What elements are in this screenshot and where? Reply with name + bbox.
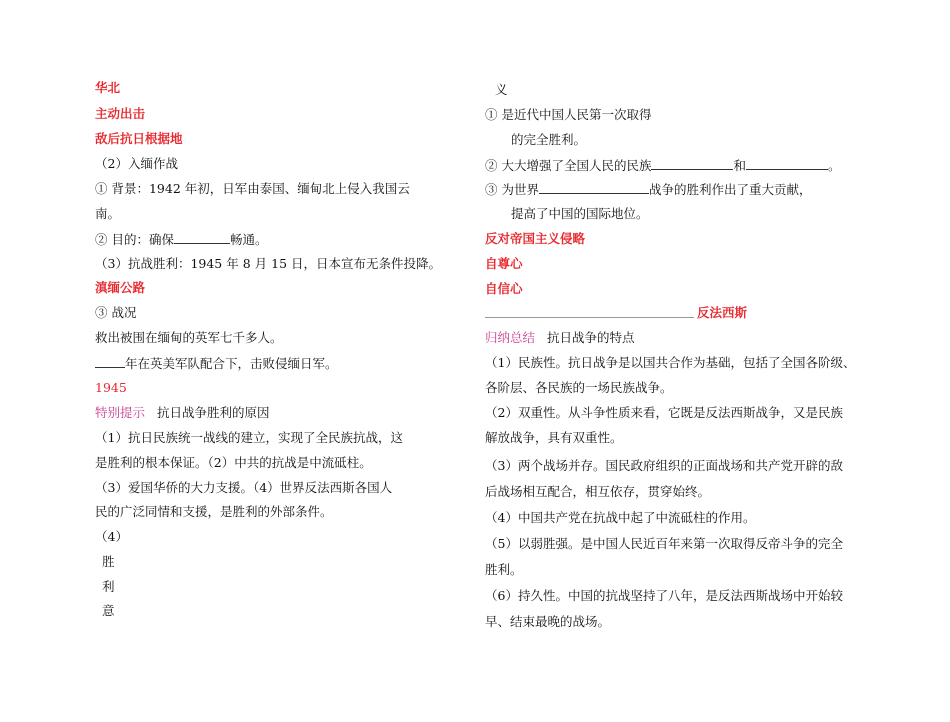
- burma-background-line1: ① 背景：1942 年初，日军由泰国、缅甸北上侵入我国云: [95, 181, 410, 196]
- feature1-line2: 各阶层、各民族的一场民族战争。: [485, 380, 673, 395]
- feature2-line2: 解放战争，具有双重性。: [485, 430, 623, 445]
- feature3-line1: （3）两个战场并存。国民政府组织的正面战场和共产党开辟的敌: [485, 458, 843, 473]
- feature1-line1: （1）民族性。抗日战争是以国共合作为基础，包括了全国各阶级、: [485, 355, 856, 370]
- fill-blank[interactable]: [539, 181, 649, 194]
- meaning3-prefix: ③ 为世界: [485, 182, 539, 197]
- section-burma-title: （2）入缅作战: [95, 156, 178, 171]
- burma-purpose: [95, 231, 268, 248]
- summary-heading: [485, 330, 635, 346]
- answer-self-confidence: 自信心: [485, 281, 523, 296]
- rescue-line: 救出被围在缅甸的英军七千多人。: [95, 330, 283, 345]
- vertical-char-yi: 意: [102, 603, 115, 618]
- vertical-char-yi2: 义: [495, 82, 508, 97]
- fill-blank[interactable]: [651, 157, 733, 170]
- answer-anti-imperialism: 反对帝国主义侵略: [485, 231, 586, 246]
- fill-blank[interactable]: [95, 355, 125, 368]
- meaning2-prefix: ② 大大增强了全国人民的民族: [485, 158, 652, 173]
- feature5-line1: （5）以弱胜强。是中国人民近百年来第一次取得反帝斗争的完全: [485, 536, 843, 551]
- year-line: [95, 355, 338, 372]
- meaning2-suffix: 。: [828, 158, 841, 173]
- victory-line: （3）抗战胜利：1945 年 8 月 15 日，日本宣布无条件投降。: [95, 256, 441, 271]
- answer-anti-fascist: 反法西斯: [697, 305, 748, 320]
- year-line-text: 年在英美军队配合下，击败侵缅日军。: [125, 356, 338, 371]
- answer-active-attack: 主动出击: [95, 106, 146, 121]
- tip-text: 抗日战争胜利的原因: [157, 405, 270, 420]
- vertical-char-sheng: 胜: [102, 554, 115, 569]
- significance-number: （4）: [95, 529, 128, 544]
- feature2-line1: （2）双重性。从斗争性质来看，它既是反法西斯战争，又是民族: [485, 405, 843, 420]
- battle-situation-title: ③ 战况: [95, 305, 137, 320]
- purpose-prefix: ② 目的：确保: [95, 232, 174, 247]
- burma-background-line2: 南。: [95, 206, 121, 221]
- vertical-char-li: 利: [102, 579, 115, 594]
- reason-line2: 是胜利的根本保证。（2）中共的抗战是中流砥柱。: [95, 455, 372, 470]
- answer-burma-road: 滇缅公路: [95, 280, 146, 295]
- summary-text: 抗日战争的特点: [547, 330, 635, 345]
- answer-huabei: 华北: [95, 80, 121, 95]
- feature3-line2: 后战场相互配合，相互依存，贯穿始终。: [485, 484, 711, 499]
- feature4: （4）中国共产党在抗战中起了中流砥柱的作用。: [485, 510, 756, 525]
- feature6-line2: 早、结束最晚的战场。: [485, 614, 611, 629]
- meaning3: [485, 181, 812, 198]
- answer-underline: [485, 317, 694, 318]
- answer-base-area: 敌后抗日根据地: [95, 131, 183, 146]
- feature6-line1: （6）持久性。中国的抗战坚持了八年，是反法西斯战场中开始较: [485, 588, 843, 603]
- meaning1-line1: ① 是近代中国人民第一次取得: [485, 107, 652, 122]
- meaning2-and: 和: [733, 158, 746, 173]
- fill-blank[interactable]: [174, 231, 230, 244]
- feature5-line2: 胜利。: [485, 562, 523, 577]
- meaning3-suffix: 战争的胜利作出了重大贡献，: [648, 182, 812, 197]
- answer-self-respect: 自尊心: [485, 256, 523, 271]
- tip-label: 特别提示: [95, 405, 146, 420]
- reason-line3: （3）爱国华侨的大力支援。（4）世界反法西斯各国人: [95, 480, 393, 495]
- answer-1945: 1945: [95, 380, 127, 395]
- fill-blank[interactable]: [746, 157, 828, 170]
- reason-line1: （1）抗日民族统一战线的建立，实现了全民族抗战，这: [95, 430, 403, 445]
- purpose-suffix: 畅通。: [229, 232, 268, 247]
- meaning2: [485, 157, 841, 174]
- special-tip: [95, 405, 270, 421]
- reason-line4: 民的广泛同情和支援，是胜利的外部条件。: [95, 504, 333, 519]
- summary-label: 归纳总结: [485, 330, 536, 345]
- meaning3-line2: 提高了中国的国际地位。: [511, 206, 649, 221]
- meaning1-line2: 的完全胜利。: [511, 132, 587, 147]
